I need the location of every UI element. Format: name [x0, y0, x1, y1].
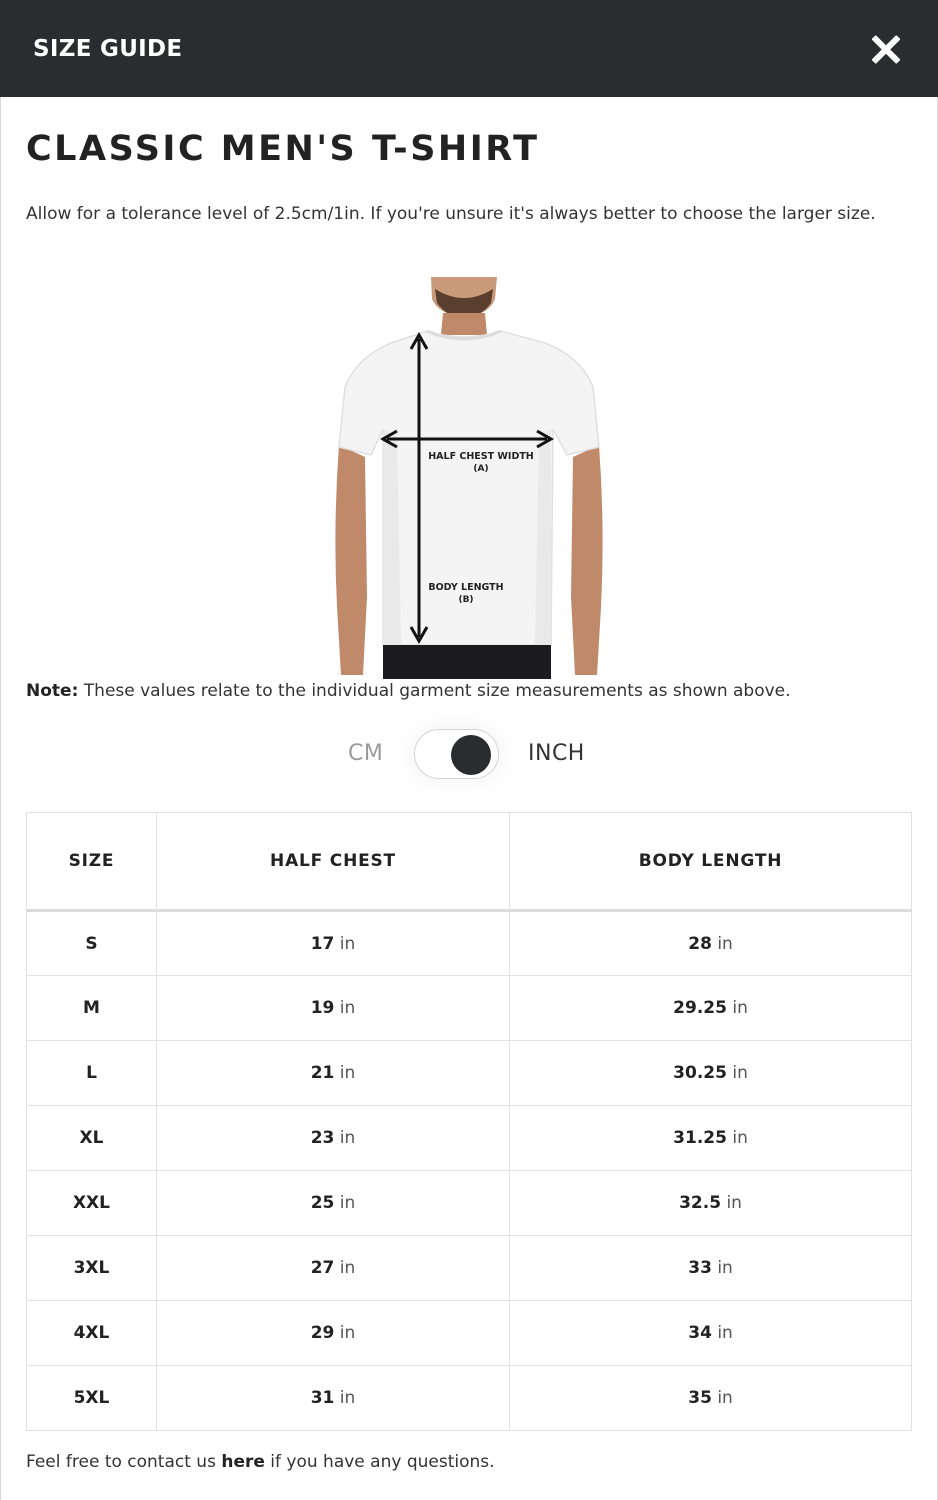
size-cell: XL: [27, 1106, 157, 1171]
unit-label: in: [339, 1258, 356, 1278]
unit-cm-label[interactable]: CM: [348, 741, 384, 766]
half-chest-value: 29: [310, 1323, 335, 1343]
size-table: [26, 812, 912, 1431]
unit-label: in: [339, 1193, 356, 1213]
unit-switcher: [341, 724, 601, 784]
body-length-value: 31.25: [673, 1128, 727, 1148]
half-chest-value: 25: [310, 1193, 335, 1213]
size-cell: 3XL: [27, 1236, 157, 1301]
half-chest-value: 21: [310, 1063, 335, 1083]
size-cell: 4XL: [27, 1301, 157, 1366]
body-length-value: 34: [688, 1323, 712, 1343]
half-chest-cell: [156, 976, 509, 1041]
tolerance-note: Allow for a tolerance level of 2.5cm/1in. If you're unsure it's always better to choose the larger size.: [26, 204, 876, 224]
table-row: [27, 976, 912, 1041]
half-chest-cell: [156, 1301, 509, 1366]
half-chest-cell: [156, 911, 509, 976]
half-chest-cell: [156, 1366, 509, 1431]
unit-label: in: [726, 1193, 742, 1213]
half-chest-value: 27: [310, 1258, 335, 1278]
size-cell: XXL: [27, 1171, 157, 1236]
body-length-cell: [510, 1301, 912, 1366]
footer-text-before: Feel free to contact us: [26, 1452, 222, 1472]
unit-label: in: [732, 1128, 748, 1148]
body-length-label: BODY LENGTH: [428, 582, 504, 593]
close-icon[interactable]: [868, 31, 904, 67]
table-row: [27, 1106, 912, 1171]
table-row: [27, 1171, 912, 1236]
unit-label: in: [732, 998, 748, 1018]
body-length-label-letter: (B): [458, 595, 474, 605]
size-column-header: SIZE: [27, 813, 157, 911]
body-length-value: 32.5: [679, 1193, 722, 1213]
footer-text-after: if you have any questions.: [264, 1452, 495, 1472]
body-length-value: 30.25: [673, 1063, 727, 1083]
half-chest-value: 23: [310, 1128, 335, 1148]
half-chest-value: 17: [310, 933, 335, 954]
table-row: [27, 1301, 912, 1366]
half-chest-cell: [156, 1106, 509, 1171]
body-length-cell: [510, 1041, 912, 1106]
contact-footer: [26, 1452, 495, 1472]
half-chest-cell: [156, 1171, 509, 1236]
contact-link[interactable]: here: [221, 1452, 265, 1472]
half-chest-label-letter: (A): [473, 464, 489, 474]
unit-toggle[interactable]: [414, 729, 499, 779]
unit-label: in: [339, 998, 356, 1018]
unit-label: in: [339, 933, 356, 954]
body-length-value: 33: [688, 1258, 712, 1278]
unit-label: in: [339, 1128, 356, 1148]
unit-label: in: [717, 1388, 733, 1408]
note-text: These values relate to the individual garment size measurements as shown above.: [78, 681, 791, 701]
unit-label: in: [339, 1063, 356, 1083]
table-header-row: [27, 813, 912, 911]
half-chest-value: 19: [310, 998, 335, 1018]
half-chest-value: 31: [310, 1388, 335, 1408]
body-length-cell: [510, 976, 912, 1041]
unit-inch-label[interactable]: INCH: [528, 741, 585, 766]
size-cell: L: [27, 1041, 157, 1106]
unit-label: in: [339, 1388, 356, 1408]
half-chest-column-header: HALF CHEST: [156, 813, 509, 911]
body-length-value: 35: [688, 1388, 712, 1408]
note-prefix: Note:: [26, 681, 79, 701]
size-guide-header: [0, 0, 938, 97]
tshirt-measurement-figure: [331, 277, 607, 679]
table-row: [27, 1366, 912, 1431]
table-row: [27, 1041, 912, 1106]
unit-label: in: [339, 1323, 356, 1343]
product-title: CLASSIC MEN'S T-SHIRT: [26, 129, 540, 169]
table-row: [27, 1236, 912, 1301]
body-length-cell: [510, 1106, 912, 1171]
half-chest-label: HALF CHEST WIDTH: [428, 451, 534, 462]
half-chest-cell: [156, 1041, 509, 1106]
unit-label: in: [717, 1258, 733, 1278]
body-length-column-header: BODY LENGTH: [510, 813, 912, 911]
body-length-value: 29.25: [673, 998, 727, 1018]
size-cell: S: [27, 911, 157, 976]
half-chest-cell: [156, 1236, 509, 1301]
size-cell: 5XL: [27, 1366, 157, 1431]
unit-label: in: [732, 1063, 748, 1083]
body-length-cell: [510, 911, 912, 976]
unit-label: in: [717, 933, 733, 954]
body-length-value: 28: [688, 933, 712, 954]
body-length-cell: [510, 1171, 912, 1236]
table-row: [27, 911, 912, 976]
size-guide-content: [0, 97, 938, 1500]
body-length-cell: [510, 1366, 912, 1431]
unit-label: in: [717, 1323, 733, 1343]
toggle-knob[interactable]: [451, 735, 491, 775]
size-guide-title: SIZE GUIDE: [33, 35, 183, 62]
size-cell: M: [27, 976, 157, 1041]
body-length-cell: [510, 1236, 912, 1301]
measurement-note: [26, 681, 791, 701]
